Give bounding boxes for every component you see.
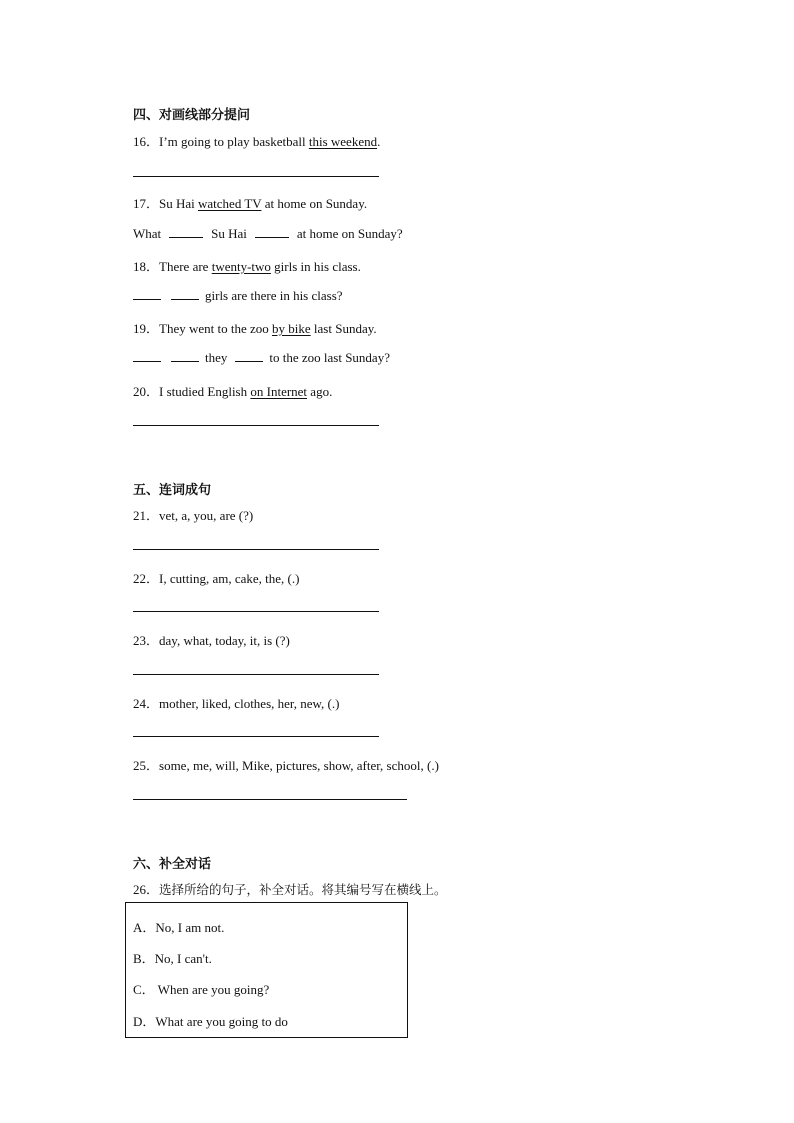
option-text: No, I can't.	[154, 951, 212, 966]
question-number: 17．	[133, 196, 160, 211]
answer-line-25[interactable]	[133, 799, 407, 800]
underlined-part: on Internet	[250, 384, 308, 399]
question-text-end: last Sunday.	[310, 321, 377, 336]
question-text: mother, liked, clothes, her, new, (.)	[159, 696, 340, 711]
section-heading-6: 六、补全对话	[133, 857, 212, 872]
question-text: vet, a, you, are (?)	[159, 508, 254, 523]
question-22	[133, 568, 299, 587]
question-text: day, what, today, it, is (?)	[159, 633, 290, 648]
answer-line-24[interactable]	[133, 736, 379, 737]
blank-field[interactable]	[171, 349, 199, 362]
underlined-part: by bike	[272, 321, 311, 336]
option-label: D．	[133, 1014, 156, 1029]
question-23	[133, 630, 290, 649]
option-label: C．	[133, 982, 155, 997]
question-number: 24．	[133, 696, 160, 711]
option-label: B．	[133, 951, 155, 966]
question-25	[133, 755, 439, 774]
question-number: 20．	[133, 384, 160, 399]
question-text-end: girls in his class.	[270, 259, 361, 274]
answer-word: girls are there in his class?	[205, 288, 343, 303]
answer-row-19	[133, 349, 390, 366]
answer-line-20[interactable]	[133, 425, 379, 426]
question-24	[133, 693, 339, 712]
question-number: 22．	[133, 571, 160, 586]
question-18	[133, 256, 361, 275]
underlined-part: this weekend	[308, 134, 378, 149]
answer-line-22[interactable]	[133, 611, 379, 612]
answer-word: to the zoo last Sunday?	[269, 350, 390, 365]
question-text-end: ago.	[307, 384, 333, 399]
option-d	[133, 1011, 288, 1030]
question-text: I studied English	[159, 384, 251, 399]
question-text: 选择所给的句子，补全对话。将其编号写在横线上。	[159, 882, 447, 897]
question-text-end: .	[377, 134, 381, 149]
question-number: 26．	[133, 882, 160, 897]
question-21	[133, 505, 253, 524]
question-text: I, cutting, am, cake, the, (.)	[159, 571, 300, 586]
section-heading-5: 五、连词成句	[133, 483, 212, 498]
blank-field[interactable]	[133, 287, 161, 300]
question-text: Su Hai	[159, 196, 199, 211]
question-26	[133, 879, 447, 898]
answer-line-23[interactable]	[133, 674, 379, 675]
option-label: A．	[133, 920, 156, 935]
question-text-end: at home on Sunday.	[261, 196, 368, 211]
blank-field[interactable]	[255, 225, 289, 238]
blank-field[interactable]	[133, 349, 161, 362]
option-text: When are you going?	[154, 982, 270, 997]
answer-row-18	[133, 287, 343, 304]
answer-line-16[interactable]	[133, 176, 379, 177]
blank-field[interactable]	[169, 225, 203, 238]
option-text: What are you going to do	[155, 1014, 288, 1029]
option-b	[133, 948, 212, 967]
question-16	[133, 131, 380, 150]
answer-word: at home on Sunday?	[296, 226, 403, 241]
blank-field[interactable]	[171, 287, 199, 300]
question-number: 25．	[133, 758, 160, 773]
section-heading-4: 四、对画线部分提问	[133, 108, 251, 123]
answer-word: Su Hai	[211, 226, 247, 241]
question-number: 16．	[133, 134, 160, 149]
question-number: 18．	[133, 259, 160, 274]
blank-field[interactable]	[235, 349, 263, 362]
question-text: There are	[159, 259, 212, 274]
option-text: No, I am not.	[155, 920, 225, 935]
question-number: 21．	[133, 508, 160, 523]
question-20	[133, 381, 332, 400]
answer-row-17	[133, 225, 403, 242]
answer-line-21[interactable]	[133, 549, 379, 550]
question-text: some, me, will, Mike, pictures, show, after, school, (.)	[159, 758, 439, 773]
underlined-part: twenty-two	[211, 259, 271, 274]
question-text: They went to the zoo	[159, 321, 273, 336]
underlined-part: watched TV	[198, 196, 262, 211]
answer-word: they	[205, 350, 228, 365]
question-19	[133, 318, 377, 337]
answer-word: What	[133, 226, 162, 241]
question-number: 19．	[133, 321, 160, 336]
option-a	[133, 917, 224, 936]
question-text: I’m going to play basketball	[159, 134, 309, 149]
question-17	[133, 193, 367, 212]
option-c	[133, 979, 269, 998]
options-box	[125, 902, 408, 1038]
question-number: 23．	[133, 633, 160, 648]
